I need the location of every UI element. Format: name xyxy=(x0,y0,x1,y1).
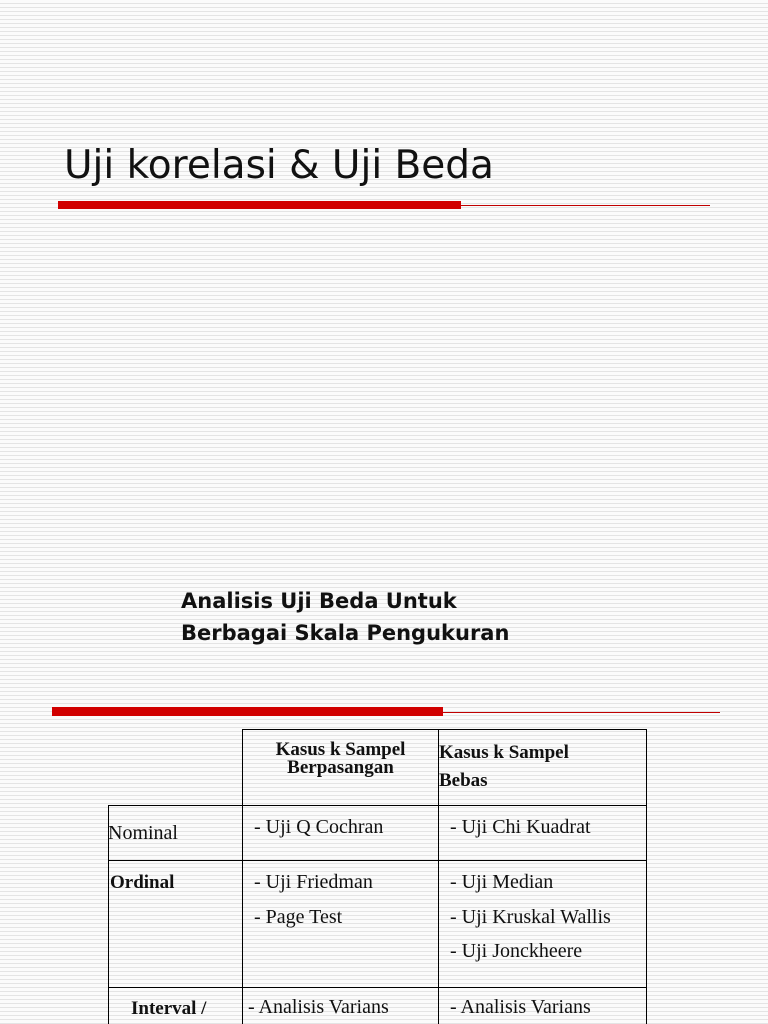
cell-independent-test: - Analisis Varians xyxy=(450,996,591,1018)
row-scale-ordinal: Ordinal xyxy=(110,872,175,893)
title-underline xyxy=(58,201,710,209)
subtitle-underline xyxy=(52,707,720,716)
header-independent-line-2: Bebas xyxy=(439,770,488,791)
header-independent xyxy=(439,739,569,795)
cell-paired-test: - Uji Q Cochran xyxy=(254,816,384,838)
slide-subtitle xyxy=(181,585,509,649)
cell-independent-test: - Uji Median xyxy=(450,871,554,893)
table-border xyxy=(646,729,647,1024)
slide-title: Uji korelasi & Uji Beda xyxy=(64,143,494,188)
table-border xyxy=(242,729,647,730)
cell-independent-test: - Uji Jonckheere xyxy=(450,940,583,962)
cell-paired-test: - Page Test xyxy=(254,906,343,928)
row-scale-interval: Interval / xyxy=(131,998,207,1019)
cell-independent-test: - Uji Chi Kuadrat xyxy=(450,816,591,838)
table-border xyxy=(108,987,647,988)
header-paired-line-2: Berpasangan xyxy=(287,757,394,778)
subtitle-line-2: Berbagai Skala Pengukuran xyxy=(181,621,510,645)
subtitle-line-1: Analisis Uji Beda Untuk xyxy=(181,589,457,613)
cell-paired-test: - Uji Friedman xyxy=(254,871,373,893)
table-border xyxy=(108,860,647,861)
header-paired xyxy=(243,739,438,779)
header-paired-line-1: Kasus k Sampel xyxy=(275,739,406,760)
table-border xyxy=(108,805,647,806)
cell-paired-test: - Analisis Varians xyxy=(248,996,389,1018)
cell-independent-test: - Uji Kruskal Wallis xyxy=(450,906,611,928)
row-scale-nominal: Nominal xyxy=(108,822,178,844)
header-independent-line-1: Kasus k Sampel xyxy=(439,742,569,763)
